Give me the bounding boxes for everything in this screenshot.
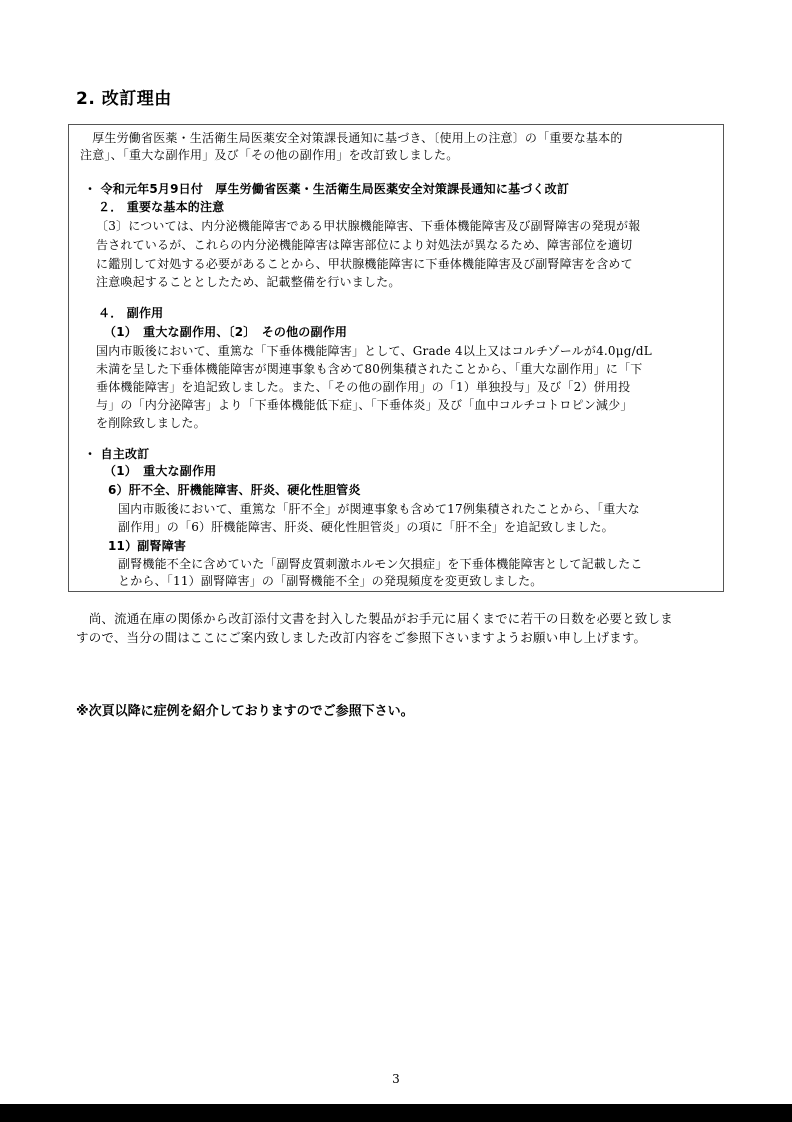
notice-title: ・ 令和元年5月9日付 厚生労働省医薬・生活衛生局医薬安全対策課長通知に基づく改訂	[84, 182, 570, 196]
sub4-line-2: 未満を呈した下垂体機能障害が関連事象も含めて80例集積されたことから、「重大な副作用」に「下	[96, 362, 643, 376]
intro-line-1: 厚生労働省医薬・生活衛生局医薬安全対策課長通知に基づき、〔使用上の注意〕の「重要な基本的	[80, 131, 623, 145]
footer-bar	[0, 1104, 792, 1122]
sub4-line-5: を削除致しました。	[96, 416, 206, 430]
voluntary-title: ・ 自主改訂	[84, 447, 150, 461]
sub2-line-1: 〔3〕については、内分泌機能障害である甲状腺機能障害、下垂体機能障害及び副腎障害の発現が報	[96, 219, 641, 233]
sub4-subtitle: （1） 重大な副作用、〔2〕 その他の副作用	[104, 325, 348, 339]
sub4-line-4: 与」の「内分泌障害」より「下垂体機能低下症」、「下垂体炎」及び「血中コルチコトロピン減少」	[96, 398, 633, 412]
sub4-title: ４． 副作用	[98, 306, 164, 320]
sub4-line-1: 国内市販後において、重篤な「下垂体機能障害」として、Grade 4以上又はコルチゾールが4.0μg/dL	[96, 344, 652, 358]
vol-item6-line-2: 副作用」の「6）肝機能障害、肝炎、硬化性胆管炎」の項に「肝不全」を追記致しました。	[118, 520, 614, 534]
vol-item6-line-1: 国内市販後において、重篤な「肝不全」が関連事象も含めて17例集積されたことから、「重大な	[118, 502, 640, 516]
vol-item11-title: 11）副腎障害	[108, 539, 187, 553]
vol-item6-title: 6）肝不全、肝機能障害、肝炎、硬化性胆管炎	[108, 483, 361, 497]
closing-line-2: すので、当分の間はここにご案内致しました改訂内容をご参照下さいますようお願い申し上げます。	[76, 630, 647, 645]
page-number: 3	[392, 1072, 400, 1086]
section-heading: 2. 改訂理由	[76, 89, 172, 109]
vol-item11-line-2: とから、「11）副腎障害」の「副腎機能不全」の発現頻度を変更致しました。	[118, 574, 543, 588]
sub2-title: ２． 重要な基本的注意	[98, 200, 225, 214]
sub2-line-4: 注意喚起することとしたため、記載整備を行いました。	[96, 275, 401, 289]
next-page-notice: ※次頁以降に症例を紹介しておりますのでご参照下さい。	[76, 704, 414, 719]
sub2-line-2: 告されているが、これらの内分泌機能障害は障害部位により対処法が異なるため、障害部位を適切	[96, 238, 633, 252]
sub2-line-3: に鑑別して対処する必要があることから、甲状腺機能障害に下垂体機能障害及び副腎障害を含めて	[96, 257, 633, 271]
vol-sub1: （1） 重大な副作用	[104, 464, 217, 478]
intro-line-2: 注意」、「重大な副作用」及び「その他の副作用」を改訂致しました。	[80, 148, 459, 162]
closing-line-1: 尚、流通在庫の関係から改訂添付文書を封入した製品がお手元に届くまでに若干の日数を必要と致しま	[76, 611, 673, 626]
vol-item11-line-1: 副腎機能不全に含めていた「副腎皮質刺激ホルモン欠損症」を下垂体機能障害として記載したこ	[118, 557, 643, 571]
sub4-line-3: 垂体機能障害」を追記致しました。また、「その他の副作用」の「1）単独投与」及び「2）併用投	[96, 380, 631, 394]
